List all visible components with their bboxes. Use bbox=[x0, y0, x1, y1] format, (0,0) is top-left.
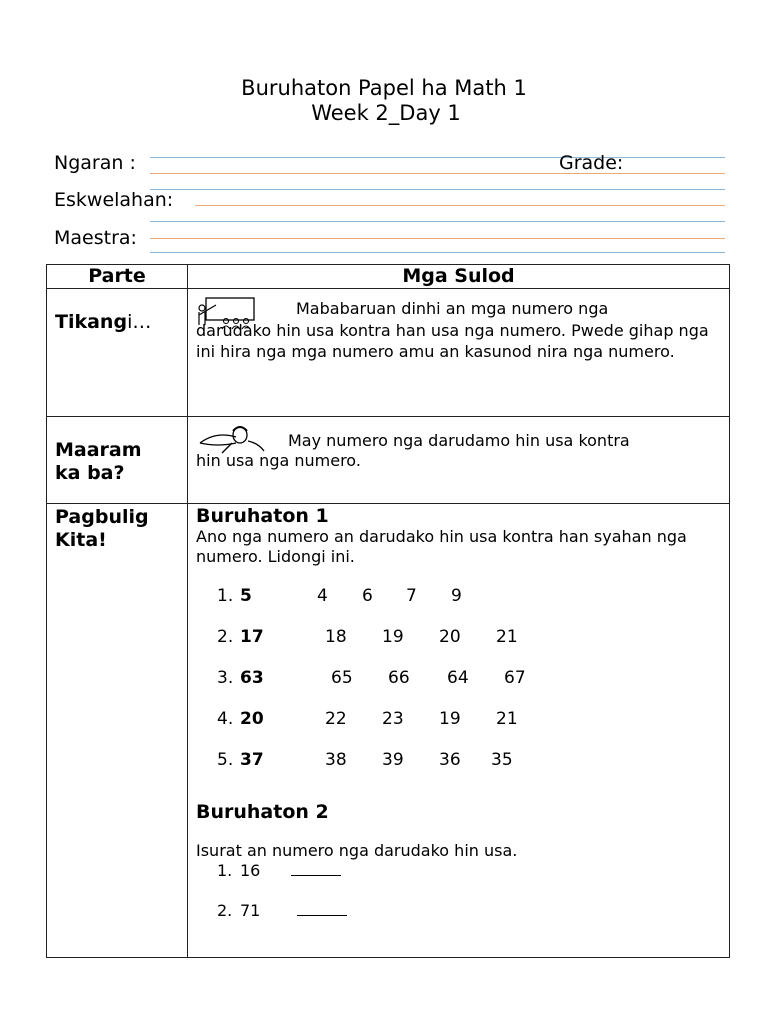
section-label-tikangi: Tikangi… bbox=[47, 289, 188, 417]
task1-item: 3. 63 65 66 64 67 bbox=[217, 668, 526, 688]
task2-item: 2. 71 bbox=[196, 901, 721, 931]
choice-option[interactable]: 19 bbox=[439, 709, 461, 729]
teacher-board-icon bbox=[196, 295, 258, 331]
task1-heading: Buruhaton 1 bbox=[196, 505, 329, 527]
choice-option[interactable]: 39 bbox=[382, 750, 404, 770]
name-label: Ngaran : bbox=[54, 152, 136, 174]
answer-blank[interactable] bbox=[291, 861, 341, 876]
section-label-maaram: Maaram ka ba? bbox=[47, 417, 188, 504]
divider-line bbox=[150, 252, 725, 253]
divider-line bbox=[150, 189, 725, 190]
divider-line bbox=[150, 221, 725, 222]
task1-item: 4. 20 22 23 19 21 bbox=[217, 709, 518, 729]
choice-option[interactable]: 21 bbox=[496, 627, 518, 647]
maaram-text-body: hin usa nga numero. bbox=[196, 451, 361, 470]
task2-instructions: Isurat an numero nga darudako hin usa. bbox=[196, 841, 518, 860]
choice-option[interactable]: 36 bbox=[439, 750, 461, 770]
choice-option[interactable]: 4 bbox=[317, 586, 328, 606]
tikangi-text-first: Mababaruan dinhi an mga numero nga bbox=[296, 299, 609, 318]
school-label: Eskwelahan: bbox=[54, 189, 174, 211]
column-header-sulod: Mga Sulod bbox=[188, 265, 730, 289]
section-content-pagbulig bbox=[188, 504, 730, 958]
choice-option[interactable]: 66 bbox=[388, 668, 410, 688]
tikangi-text-body: darudako hin usa kontra han usa nga numero. Pwede gihap nga ini hira nga mga numero amu an kasunod nira nga numero. bbox=[196, 321, 709, 361]
task1-instructions: Ano nga numero an darudako hin usa kontra han syahan nga numero. Lidongi ini. bbox=[196, 527, 687, 566]
task2-item: 1. 16 bbox=[196, 861, 721, 901]
choice-option[interactable]: 38 bbox=[325, 750, 347, 770]
choice-option[interactable]: 9 bbox=[451, 586, 462, 606]
choice-option[interactable]: 22 bbox=[325, 709, 347, 729]
teacher-label: Maestra: bbox=[54, 227, 137, 249]
choice-option[interactable]: 23 bbox=[382, 709, 404, 729]
task1-item: 5. 37 38 39 36 35 bbox=[217, 750, 513, 770]
section-label-pagbulig: Pagbulig Kita! bbox=[47, 504, 188, 958]
choice-option[interactable]: 7 bbox=[406, 586, 417, 606]
worksheet-title: Buruhaton Papel ha Math 1 bbox=[241, 76, 527, 100]
choice-option[interactable]: 64 bbox=[447, 668, 469, 688]
choice-option[interactable]: 20 bbox=[439, 627, 461, 647]
choice-option[interactable]: 6 bbox=[362, 586, 373, 606]
teacher-line[interactable] bbox=[150, 238, 725, 239]
answer-blank[interactable] bbox=[297, 901, 347, 916]
column-header-parte: Parte bbox=[47, 265, 188, 289]
thinking-person-icon bbox=[196, 423, 272, 455]
lesson-table bbox=[46, 264, 730, 958]
task1-items bbox=[196, 586, 721, 791]
choice-option[interactable]: 18 bbox=[325, 627, 347, 647]
name-line-top bbox=[150, 157, 725, 158]
name-line[interactable] bbox=[150, 173, 725, 174]
choice-option[interactable]: 19 bbox=[382, 627, 404, 647]
grade-label: Grade: bbox=[559, 152, 624, 174]
choice-option[interactable]: 35 bbox=[491, 750, 513, 770]
section-content-tikangi bbox=[188, 289, 730, 417]
school-line[interactable] bbox=[195, 205, 725, 206]
choice-option[interactable]: 65 bbox=[331, 668, 353, 688]
task1-item: 2. 17 18 19 20 21 bbox=[217, 627, 518, 647]
task2-heading: Buruhaton 2 bbox=[196, 801, 329, 823]
task1-item: 1. 5 4 6 7 9 bbox=[217, 586, 462, 606]
worksheet-subtitle: Week 2_Day 1 bbox=[311, 101, 461, 125]
choice-option[interactable]: 21 bbox=[496, 709, 518, 729]
maaram-text-first: May numero nga darudamo hin usa kontra bbox=[288, 431, 630, 450]
section-content-maaram bbox=[188, 417, 730, 504]
choice-option[interactable]: 67 bbox=[504, 668, 526, 688]
